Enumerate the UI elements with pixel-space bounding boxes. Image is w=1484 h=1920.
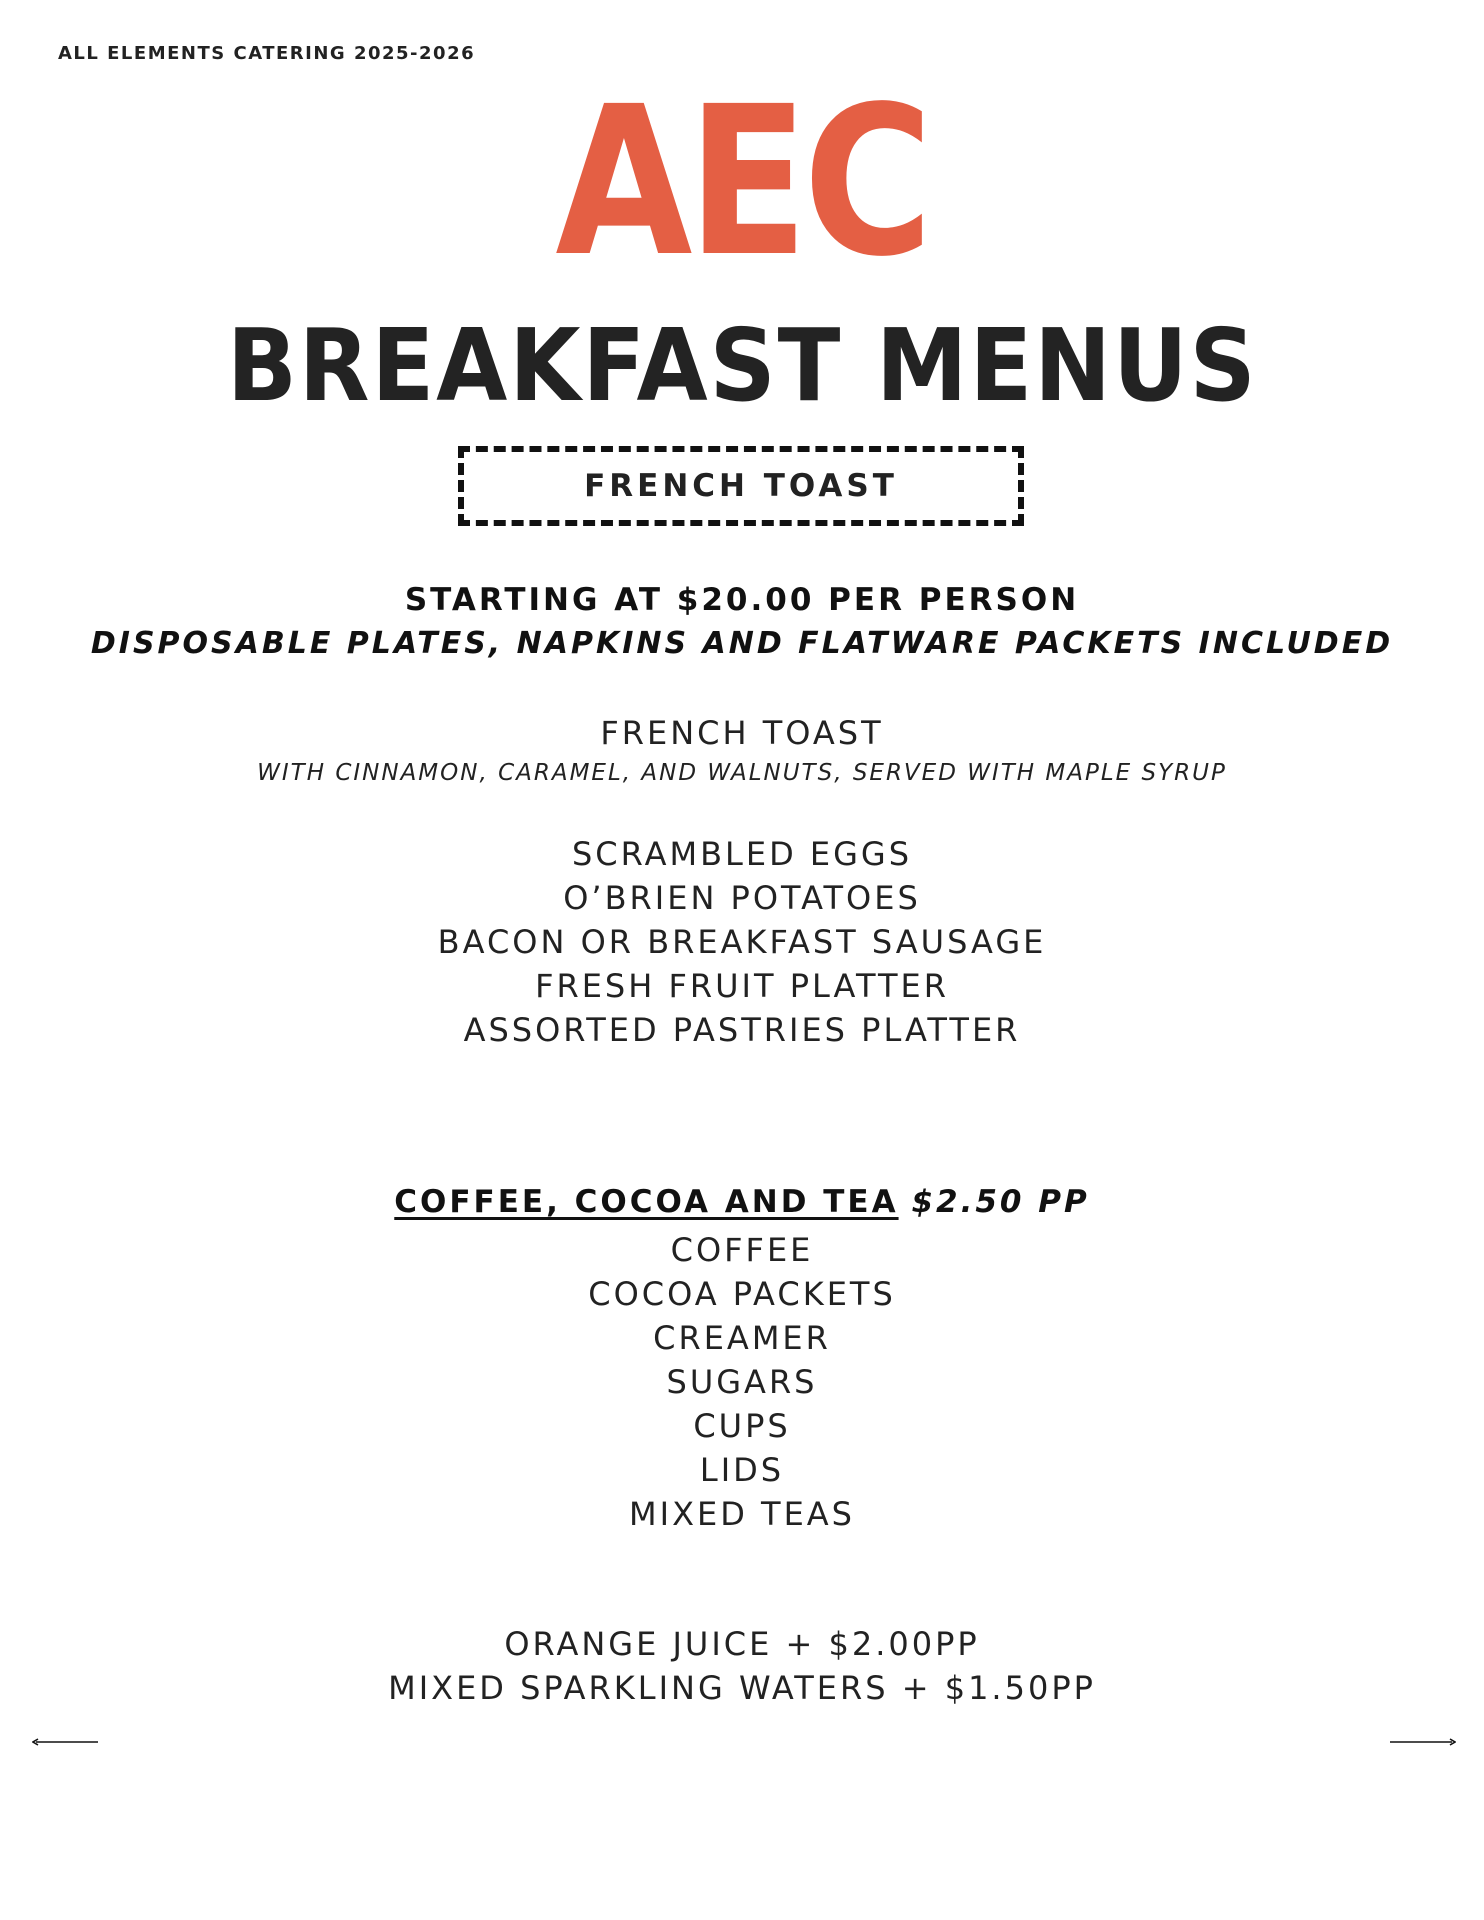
list-item: COFFEE (670, 1231, 814, 1269)
beverage-heading (0, 1184, 1484, 1220)
main-item-name: FRENCH TOAST (600, 714, 884, 752)
list-item: SCRAMBLED EGGS (571, 835, 913, 873)
list-item: COCOA PACKETS (588, 1275, 896, 1313)
list-item: CREAMER (653, 1319, 831, 1357)
beverage-list (0, 1228, 1484, 1536)
list-item: O’BRIEN POTATOES (563, 879, 921, 917)
sides-list (0, 832, 1484, 1052)
main-item-description: WITH CINNAMON, CARAMEL, AND WALNUTS, SERVED WITH MAPLE SYRUP (257, 760, 1227, 786)
list-item: LIDS (699, 1451, 785, 1489)
list-item: ASSORTED PASTRIES PLATTER (463, 1011, 1021, 1049)
included-line: DISPOSABLE PLATES, NAPKINS AND FLATWARE PACKETS INCLUDED (90, 626, 1394, 661)
arrow-right-icon[interactable] (1390, 1738, 1456, 1746)
page-title-text: BREAKFAST MENUS (226, 307, 1258, 424)
logo-text: AEC (555, 62, 929, 302)
beverage-price: $2.50 PP (911, 1184, 1090, 1220)
list-item: MIXED TEAS (629, 1495, 855, 1533)
menu-name: FRENCH TOAST (584, 468, 898, 504)
menu-name-box (458, 446, 1024, 526)
list-item: MIXED SPARKLING WATERS + $1.50PP (388, 1669, 1096, 1707)
price-line: STARTING AT $20.00 PER PERSON (404, 582, 1080, 618)
beverage-title: COFFEE, COCOA AND TEA (394, 1184, 899, 1220)
addons-list (0, 1622, 1484, 1710)
aec-logo (0, 62, 1484, 302)
list-item: FRESH FRUIT PLATTER (535, 967, 949, 1005)
list-item: CUPS (693, 1407, 791, 1445)
arrow-left-icon[interactable] (32, 1738, 98, 1746)
list-item: SUGARS (666, 1363, 818, 1401)
page-title (0, 306, 1484, 426)
list-item: BACON OR BREAKFAST SAUSAGE (437, 923, 1047, 961)
document-header-tag: ALL ELEMENTS CATERING 2025-2026 (58, 43, 476, 64)
list-item: ORANGE JUICE + $2.00PP (504, 1625, 980, 1663)
